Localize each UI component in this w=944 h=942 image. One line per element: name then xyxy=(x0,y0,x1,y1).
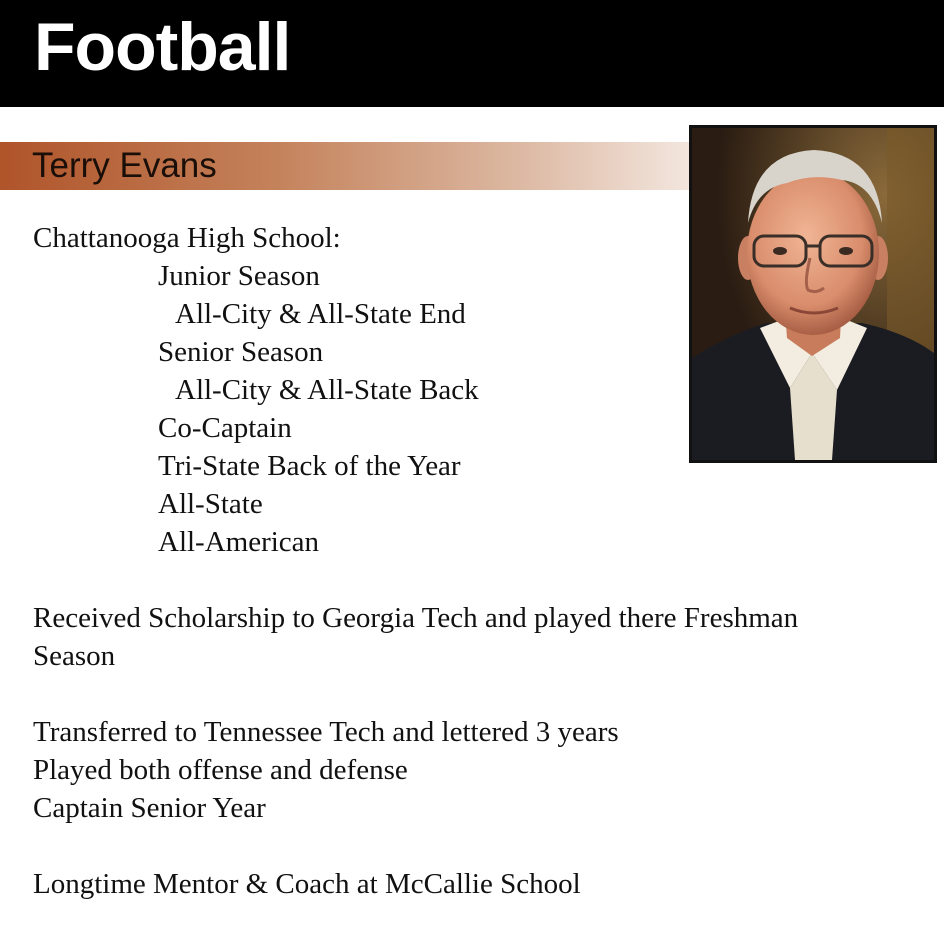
school-line: Chattanooga High School: xyxy=(33,222,341,254)
all-american-line: All-American xyxy=(158,526,320,558)
captain-line: Captain Senior Year xyxy=(33,792,266,824)
transfer-line: Transferred to Tennessee Tech and lettered 3 years xyxy=(33,716,619,748)
person-name: Terry Evans xyxy=(32,146,217,185)
co-captain-line: Co-Captain xyxy=(158,412,292,444)
bio-text xyxy=(33,219,798,903)
junior-honor-line: All-City & All-State End xyxy=(175,298,466,330)
mentor-line: Longtime Mentor & Coach at McCallie School xyxy=(33,868,581,900)
spacer xyxy=(33,561,798,599)
senior-honor-line: All-City & All-State Back xyxy=(175,374,479,406)
header-banner xyxy=(0,0,944,107)
spacer xyxy=(33,827,798,865)
scholarship-line-1: Received Scholarship to Georgia Tech and played there Freshman xyxy=(33,602,799,634)
all-state-line: All-State xyxy=(158,488,263,520)
spacer xyxy=(33,675,798,713)
scholarship-line-2: Season xyxy=(33,640,116,672)
tri-state-line: Tri-State Back of the Year xyxy=(158,450,461,482)
senior-season-line: Senior Season xyxy=(158,336,324,368)
page-title: Football xyxy=(34,9,291,85)
both-ways-line: Played both offense and defense xyxy=(33,754,408,786)
name-banner xyxy=(0,142,690,190)
junior-season-line: Junior Season xyxy=(158,260,320,292)
